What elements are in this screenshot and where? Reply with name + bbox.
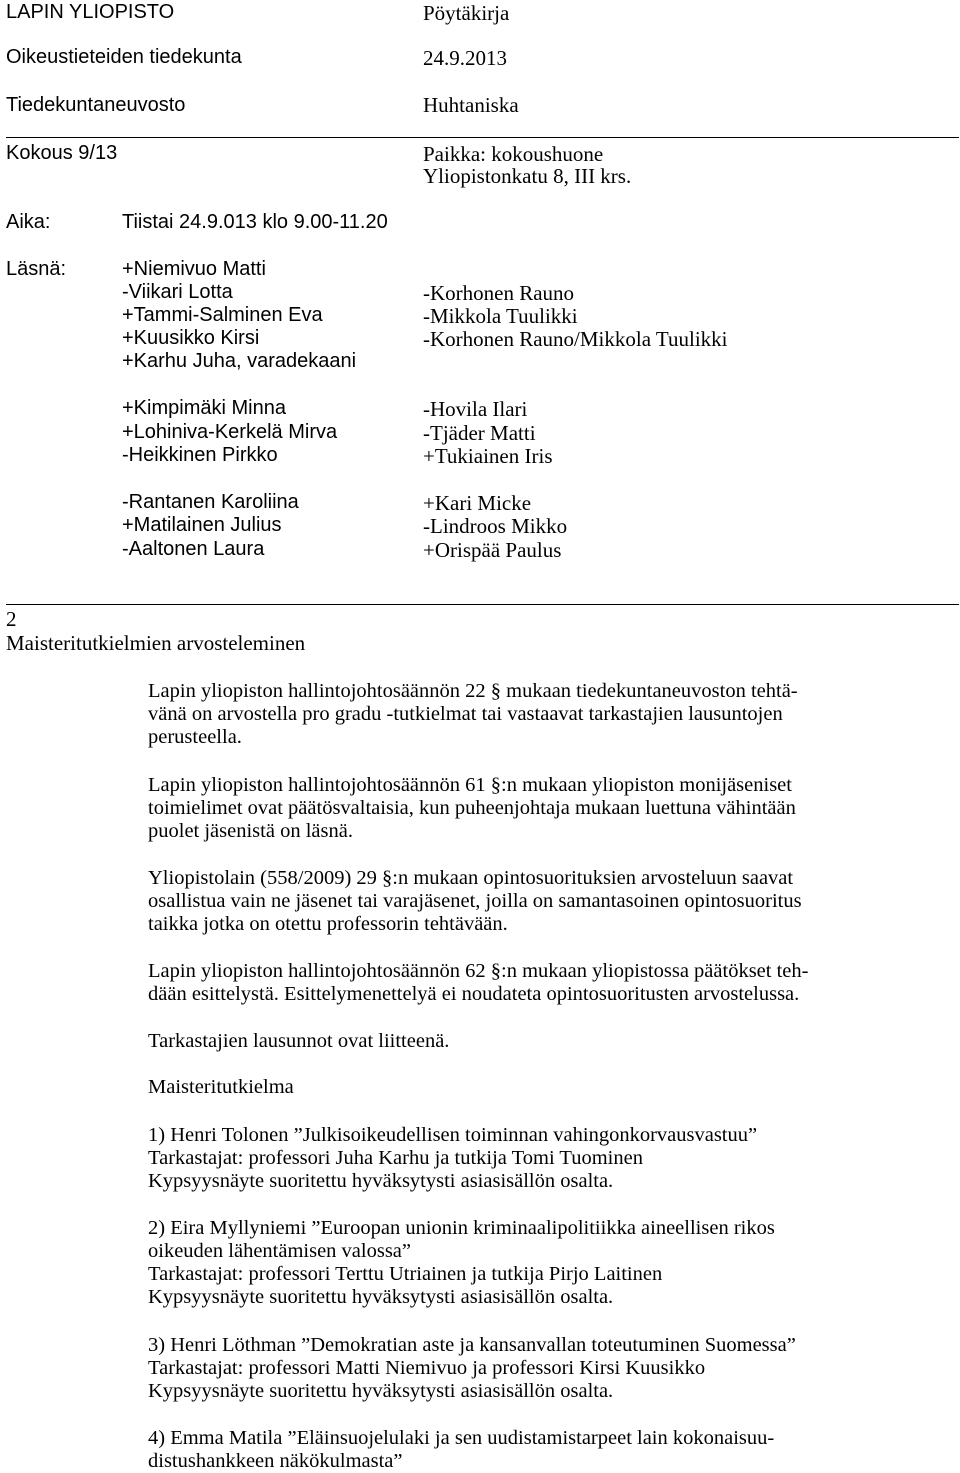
attendance-label: Läsnä: [6,258,67,280]
org-name: LAPIN YLIOPISTO [6,1,175,23]
attendee-left: +Lohiniva-Kerkelä Mirva [122,421,338,443]
meeting-date: 24.9.2013 [423,46,507,70]
text-line: distushankkeen näkökulmasta” [148,1450,403,1472]
attendee-left: -Rantanen Karoliina [122,491,299,513]
attendee-right: -Korhonen Rauno/Mikkola Tuulikki [423,327,728,351]
paragraph-heading-thesis [148,1076,955,1099]
text-line: osallistua vain ne jäsenet tai varajäsenet, joilla on samantasoinen opintosuoritus [148,890,802,912]
section-title: Maisteritutkielmien arvosteleminen [6,631,306,655]
meeting-number: Kokous 9/13 [6,142,118,164]
attendee-right: +Tukiainen Iris [423,444,553,468]
paragraph-presentation [148,960,955,1006]
text-line: toimielimet ovat päätösvaltaisia, kun puheenjohtaja mukaan luettuna vähintään [148,797,796,819]
council-name: Tiedekuntaneuvosto [6,94,186,116]
text-line: Lapin yliopiston hallintojohtosäännön 22 § mukaan tiedekuntaneuvoston tehtä- [148,680,798,702]
paragraph-attachments [148,1030,955,1053]
paragraph-university-act [148,867,955,936]
attendee-left: -Heikkinen Pirkko [122,444,278,466]
text-line: 1) Henri Tolonen ”Julkisoikeudellisen toiminnan vahingonkorvausvastuu” [148,1124,758,1146]
text-line: Yliopistolain (558/2009) 29 §:n mukaan opintosuorituksien arvosteluun saavat [148,867,794,889]
thesis-item [148,1217,955,1309]
text-line: taikka jotka on otettu professorin tehtävään. [148,913,508,935]
attendee-left: -Aaltonen Laura [122,538,265,560]
text-line: Kypsyysnäyte suoritettu hyväksytysti asiasisällön osalta. [148,1380,614,1402]
text-line: Lapin yliopiston hallintojohtosäännön 62 §:n mukaan yliopistossa päätökset teh- [148,960,809,982]
paragraph-decision-basis [148,680,955,749]
text-line: Kypsyysnäyte suoritettu hyväksytysti asiasisällön osalta. [148,1286,614,1308]
meeting-place: Paikka: kokoushuone [423,142,604,166]
text-line: 2) Eira Myllyniemi ”Euroopan unionin kriminaalipolitiikka aineellisen rikos [148,1217,775,1239]
attendee-right: +Orispää Paulus [423,538,562,562]
attendee-left: +Matilainen Julius [122,514,282,536]
text-line: perusteella. [148,726,242,748]
attendee-left: +Tammi-Salminen Eva [122,304,323,326]
text-line: 3) Henri Löthman ”Demokratian aste ja kansanvallan toteutuminen Suomessa” [148,1334,796,1356]
header-divider [6,137,959,138]
attendee-left: +Kimpimäki Minna [122,397,286,419]
attendee-left: +Kuusikko Kirsi [122,327,260,349]
text-line: Tarkastajat: professori Matti Niemivuo ja professori Kirsi Kuusikko [148,1357,706,1379]
attendee-right: +Kari Micke [423,491,532,515]
attendee-right: -Hovila Ilari [423,397,528,421]
text-line: Tarkastajat: professori Terttu Utriainen ja tutkija Pirjo Laitinen [148,1263,663,1285]
time-value: Tiistai 24.9.013 klo 9.00-11.20 [122,211,388,233]
attendee-left: -Viikari Lotta [122,281,233,303]
text-line: 4) Emma Matila ”Eläinsuojelulaki ja sen uudistamistarpeet lain kokonaisuu- [148,1427,775,1449]
text-line: puolet jäsenistä on läsnä. [148,820,353,842]
text-line: Lapin yliopiston hallintojohtosäännön 61 §:n mukaan yliopiston monijäseniset [148,774,792,796]
attendee-right: -Tjäder Matti [423,421,536,445]
thesis-item [148,1427,955,1473]
thesis-item [148,1124,955,1193]
faculty-name: Oikeustieteiden tiedekunta [6,46,242,68]
section-divider [6,604,959,605]
text-line: Kypsyysnäyte suoritettu hyväksytysti asiasisällön osalta. [148,1170,614,1192]
time-label: Aika: [6,211,51,233]
section-number: 2 [6,607,17,631]
thesis-item [148,1334,955,1403]
text-line: Tarkastajien lausunnot ovat liitteenä. [148,1030,450,1052]
paragraph-quorum [148,774,955,843]
attendee-right: -Lindroos Mikko [423,514,568,538]
attendee-left: +Karhu Juha, varadekaani [122,350,357,372]
text-line: dään esittelystä. Esittelymenettelyä ei noudateta opintosuoritusten arvostelussa. [148,983,800,1005]
text-line: vänä on arvostella pro gradu -tutkielmat tai vastaavat tarkastajien lausuntojen [148,703,783,725]
text-line: Maisteritutkielma [148,1076,294,1098]
meeting-address: Yliopistonkatu 8, III krs. [423,164,632,188]
text-line: oikeuden lähentämisen valossa” [148,1240,411,1262]
attendee-right: -Korhonen Rauno [423,281,575,305]
attendee-left: +Niemivuo Matti [122,258,266,280]
document-type: Pöytäkirja [423,1,510,25]
text-line: Tarkastajat: professori Juha Karhu ja tutkija Tomi Tuominen [148,1147,643,1169]
attendee-right: -Mikkola Tuulikki [423,304,578,328]
month-name: Huhtaniska [423,93,519,117]
